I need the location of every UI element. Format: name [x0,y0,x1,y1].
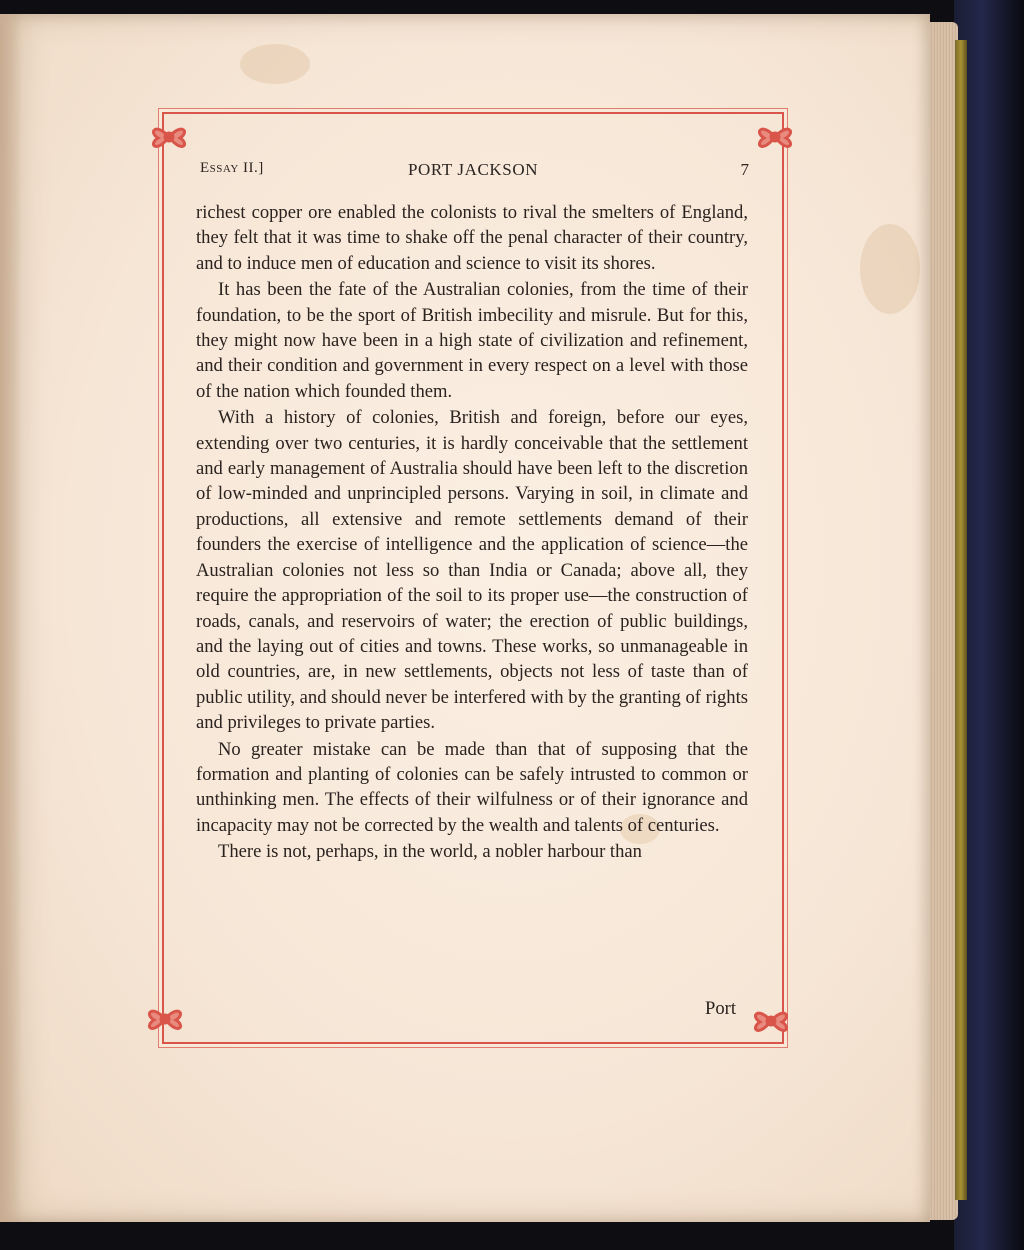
fleuron-bow-icon [752,114,798,160]
catchword: Port [705,998,736,1019]
paragraph: No greater mistake can be made than that of supposing that the formation and planting of colonies can be safely intrusted to common or unthinking men. The effects of their wilfulness or of their ignorance and incapacity may not be corrected by the wealth and talents of centuries. [196,738,748,836]
paragraph: There is not, perhaps, in the world, a nobler harbour than [218,841,642,863]
paragraph: richest copper ore enabled the colonists to rival the smelters of England, they felt that it was time to shake off the penal character of their country, and to induce men of education and science to visit its shores. [196,202,748,274]
paragraph: With a history of colonies, British and foreign, before our eyes, extending over two centuries, it is hardly conceivable that the settlement and early management of Australia should have been left to the discretion of low-minded and unprincipled persons. Varying in soil, in climate and productions, all extensive and remote settlements demand of their founders the exercise of intelligence and the application of science—the Australian colonies not less so than India or Canada; above all, they require the appropriation of the soil to its proper use—the construction of roads, canals, and reservoirs of water; the erection of public buildings, and the laying out of cities and towns. These works, so unmanageable in old countries, are, in new settlements, objects not less of taste than of public utility, and should never be interfered with by the granting of rights and privileges to private parties. [196,407,748,734]
fleuron-bow-icon [146,114,192,160]
fleuron-bow-icon [142,996,188,1042]
fleuron-bow-icon [748,998,794,1044]
gilt-edge [955,40,967,1200]
page-number: 7 [740,160,749,179]
paragraph: It has been the fate of the Australian colonies, from the time of their foundation, to be the sport of British imbecility and misrule. But for this, they might now have been in a high state of civilization and refinement, and their condition and government in every respect on a level with those of the nation which founded them. [196,279,748,402]
foxing-stain [860,224,920,314]
running-head-title: PORT JACKSON [408,160,539,179]
body-text [196,200,748,865]
running-head-essay: Essay II.] [200,160,264,176]
foxing-stain [240,44,310,84]
page-gutter [0,14,22,1222]
running-head [198,158,753,186]
